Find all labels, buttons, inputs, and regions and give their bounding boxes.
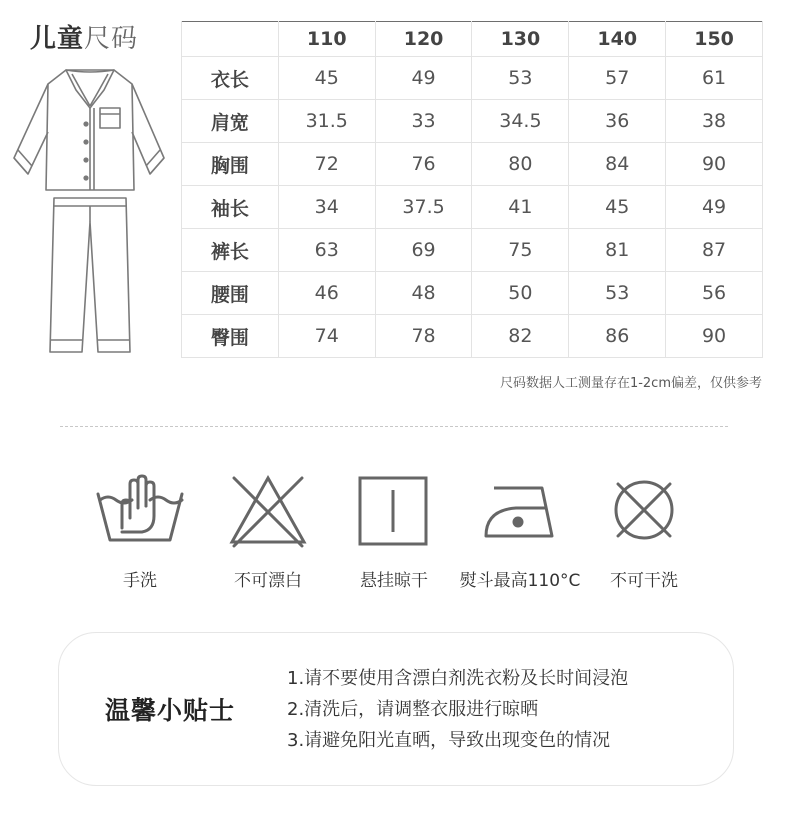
tip-item: 2.清洗后，请调整衣服进行晾晒 xyxy=(287,699,539,720)
table-cell: 45 xyxy=(278,57,375,100)
care-label: 悬挂晾干 xyxy=(360,571,428,591)
table-cell: 41 xyxy=(472,186,569,229)
table-cell: 81 xyxy=(569,229,666,272)
care-label: 不可干洗 xyxy=(610,571,678,591)
size-table xyxy=(181,21,763,358)
title-bold: 儿童 xyxy=(30,24,85,54)
table-row xyxy=(182,100,763,143)
table-cell: 53 xyxy=(569,272,666,315)
table-cell: 86 xyxy=(569,315,666,358)
pajama-illustration xyxy=(8,62,170,362)
care-item-no-bleach xyxy=(198,470,338,550)
table-cell: 80 xyxy=(472,143,569,186)
column-header: 110 xyxy=(278,22,375,57)
table-cell: 74 xyxy=(278,315,375,358)
table-row xyxy=(182,272,763,315)
row-label: 腰围 xyxy=(182,272,279,315)
section-divider xyxy=(60,426,728,427)
table-cell: 49 xyxy=(666,186,763,229)
row-label: 臀围 xyxy=(182,315,279,358)
table-cell: 46 xyxy=(278,272,375,315)
table-cell: 69 xyxy=(375,229,472,272)
page-title xyxy=(30,18,138,55)
table-row xyxy=(182,229,763,272)
column-header: 130 xyxy=(472,22,569,57)
care-item-no-dry-clean xyxy=(574,470,714,550)
table-cell: 87 xyxy=(666,229,763,272)
table-cell: 36 xyxy=(569,100,666,143)
care-item-iron xyxy=(450,470,590,550)
table-cell: 45 xyxy=(569,186,666,229)
no-bleach-icon xyxy=(228,470,308,550)
iron-icon xyxy=(472,470,568,550)
table-cell: 53 xyxy=(472,57,569,100)
no-dry-clean-icon xyxy=(604,470,684,550)
table-cell: 63 xyxy=(278,229,375,272)
table-cell: 84 xyxy=(569,143,666,186)
tip-item: 1.请不要使用含漂白剂洗衣粉及长时间浸泡 xyxy=(287,668,629,689)
line-dry-icon xyxy=(354,470,434,550)
table-cell: 61 xyxy=(666,57,763,100)
tips-title: 温馨小贴士 xyxy=(105,696,236,725)
table-cell: 72 xyxy=(278,143,375,186)
table-cell: 49 xyxy=(375,57,472,100)
row-label: 胸围 xyxy=(182,143,279,186)
row-label: 袖长 xyxy=(182,186,279,229)
table-cell: 90 xyxy=(666,315,763,358)
table-cell: 75 xyxy=(472,229,569,272)
table-cell: 34 xyxy=(278,186,375,229)
table-cell: 50 xyxy=(472,272,569,315)
table-cell: 48 xyxy=(375,272,472,315)
tips-box xyxy=(58,632,734,786)
column-header: 120 xyxy=(375,22,472,57)
table-cell: 56 xyxy=(666,272,763,315)
table-cell: 78 xyxy=(375,315,472,358)
care-label: 不可漂白 xyxy=(234,571,302,591)
table-cell: 57 xyxy=(569,57,666,100)
table-cell: 82 xyxy=(472,315,569,358)
table-cell: 90 xyxy=(666,143,763,186)
title-light: 尺码 xyxy=(84,24,139,54)
row-label: 肩宽 xyxy=(182,100,279,143)
care-label: 手洗 xyxy=(123,571,157,591)
care-label: 熨斗最高110°C xyxy=(459,571,581,591)
column-header: 150 xyxy=(666,22,763,57)
tip-item: 3.请避免阳光直晒，导致出现变色的情况 xyxy=(287,730,611,751)
table-row xyxy=(182,57,763,100)
row-label: 裤长 xyxy=(182,229,279,272)
table-cell: 33 xyxy=(375,100,472,143)
table-row xyxy=(182,143,763,186)
table-header-row xyxy=(182,22,763,57)
table-cell: 37.5 xyxy=(375,186,472,229)
table-cell: 34.5 xyxy=(472,100,569,143)
row-label: 衣长 xyxy=(182,57,279,100)
hand-wash-icon xyxy=(92,470,188,544)
table-row xyxy=(182,315,763,358)
care-item-hand-wash xyxy=(70,470,210,544)
table-cell: 76 xyxy=(375,143,472,186)
table-corner xyxy=(182,22,279,57)
table-row xyxy=(182,186,763,229)
table-cell: 31.5 xyxy=(278,100,375,143)
column-header: 140 xyxy=(569,22,666,57)
tips-list xyxy=(287,663,628,756)
measurement-note: 尺码数据人工测量存在1-2cm偏差，仅供参考 xyxy=(499,376,762,391)
care-item-line-dry xyxy=(324,470,464,550)
table-cell: 38 xyxy=(666,100,763,143)
